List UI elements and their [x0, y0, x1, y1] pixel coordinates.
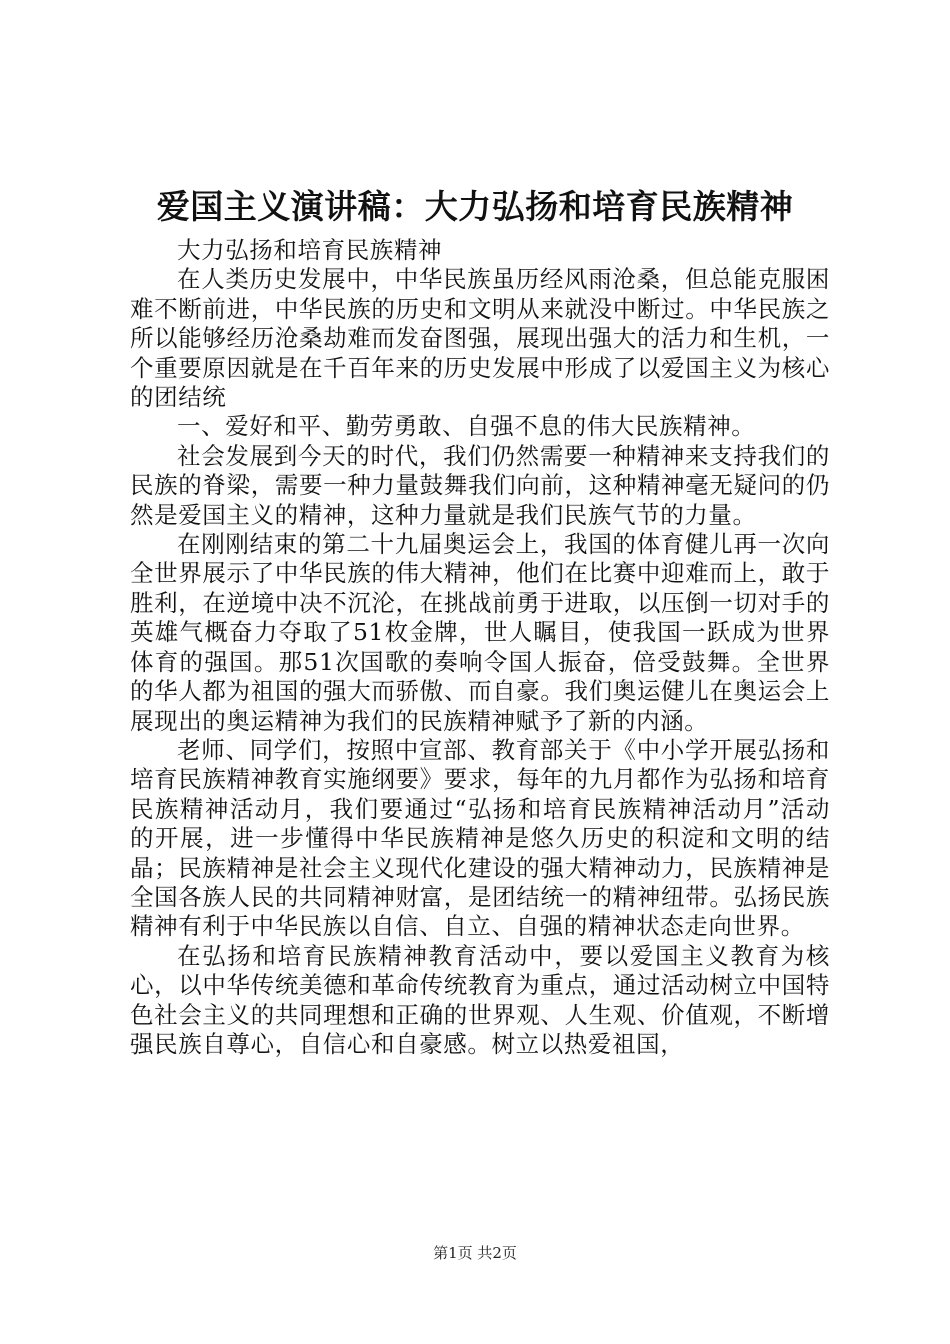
- paragraph: 在刚刚结束的第二十九届奥运会上，我国的体育健儿再一次向全世界展示了中华民族的伟大精神，他们在比赛中迎难而上，敢于胜利，在逆境中决不沉沦，在挑战前勇于进取，以压倒一切对手的英雄气概奋力夺取了51枚金牌，世人瞩目，使我国一跃成为世界体育的强国。那51次国歌的奏响令国人振奋，倍受鼓舞。全世界的华人都为祖国的强大而骄傲、而自豪。我们奥运健儿在奥运会上展现出的奥运精神为我们的民族精神赋予了新的内涵。: [130, 530, 830, 735]
- paragraph: 社会发展到今天的时代，我们仍然需要一种精神来支持我们的民族的脊梁，需要一种力量鼓舞我们向前，这种精神毫无疑问的仍然是爱国主义的精神，这种力量就是我们民族气节的力量。: [130, 441, 830, 529]
- paragraph: 在人类历史发展中，中华民族虽历经风雨沧桑，但总能克服困难不断前进，中华民族的历史和文明从来就没中断过。中华民族之所以能够经历沧桑劫难而发奋图强，展现出强大的活力和生机，一个重要原因就是在千百年来的历史发展中形成了以爱国主义为核心的团结统: [130, 265, 830, 412]
- paragraph: 大力弘扬和培育民族精神: [177, 236, 443, 264]
- document-body: [130, 236, 830, 1059]
- document-title: 爱国主义演讲稿：大力弘扬和培育民族精神: [156, 187, 794, 226]
- paragraph: 老师、同学们，按照中宣部、教育部关于《中小学开展弘扬和培育民族精神教育实施纲要》要求，每年的九月都作为弘扬和培育民族精神活动月，我们要通过“弘扬和培育民族精神活动月”活动的开展，进一步懂得中华民族精神是悠久历史的积淀和文明的结晶；民族精神是社会主义现代化建设的强大精神动力，民族精神是全国各族人民的共同精神财富，是团结统一的精神纽带。弘扬民族精神有利于中华民族以自信、自立、自强的精神状态走向世界。: [130, 735, 830, 941]
- page-number-footer: 第1页 共2页: [433, 1244, 517, 1262]
- paragraph: 在弘扬和培育民族精神教育活动中，要以爱国主义教育为核心，以中华传统美德和革命传统教育为重点，通过活动树立中国特色社会主义的共同理想和正确的世界观、人生观、价值观，不断增强民族自尊心，自信心和自豪感。树立以热爱祖国，: [130, 941, 830, 1058]
- paragraph: 一、爱好和平、勤劳勇敢、自强不息的伟大民族精神。: [177, 412, 756, 441]
